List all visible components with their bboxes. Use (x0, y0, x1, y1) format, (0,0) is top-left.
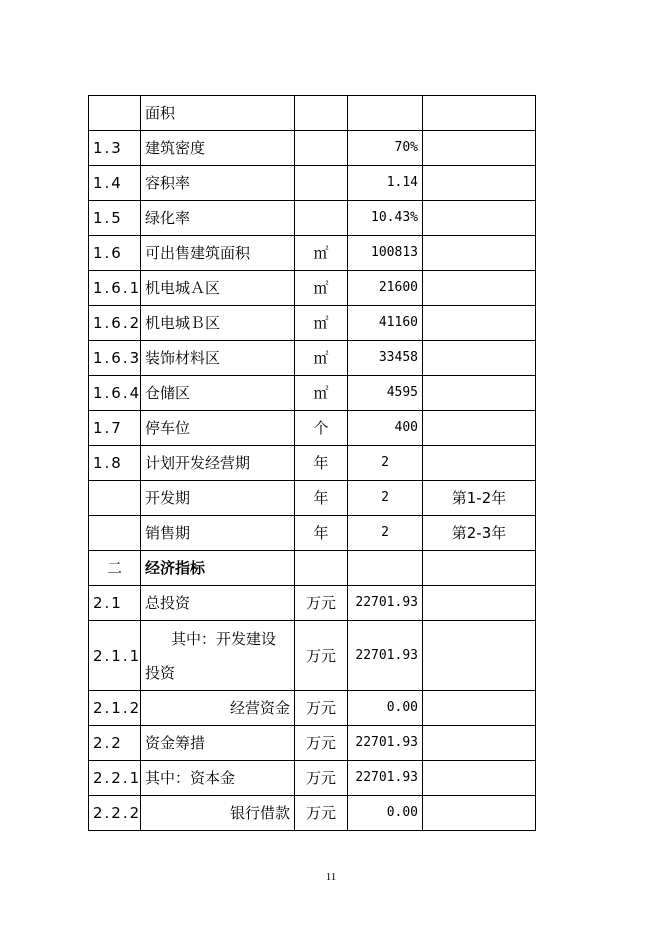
row-value: 2 (348, 481, 423, 516)
table-row (89, 761, 536, 796)
row-name: 经营资金 (141, 691, 295, 726)
row-value: 1.14 (348, 166, 423, 201)
row-value: 2 (348, 446, 423, 481)
row-note (423, 446, 536, 481)
row-note (423, 691, 536, 726)
row-code: 1.6.3 (89, 341, 141, 376)
row-name: 容积率 (141, 166, 295, 201)
table-row (89, 131, 536, 166)
row-name: 停车位 (141, 411, 295, 446)
row-name: 机电城Ａ区 (141, 271, 295, 306)
row-name: 银行借款 (141, 796, 295, 831)
row-note (423, 306, 536, 341)
row-code: 2.2 (89, 726, 141, 761)
table-row (89, 236, 536, 271)
row-name: 资金筹措 (141, 726, 295, 761)
row-value: 100813 (348, 236, 423, 271)
row-note (423, 341, 536, 376)
row-unit (295, 131, 348, 166)
row-name: 绿化率 (141, 201, 295, 236)
row-code: 2.1.1 (89, 621, 141, 691)
row-value: 70% (348, 131, 423, 166)
row-value (348, 551, 423, 586)
row-note (423, 551, 536, 586)
table-row (89, 481, 536, 516)
table-row (89, 166, 536, 201)
row-value: 0.00 (348, 796, 423, 831)
table-row (89, 516, 536, 551)
row-code: 1.6.4 (89, 376, 141, 411)
row-unit: ㎡ (295, 376, 348, 411)
row-value: 33458 (348, 341, 423, 376)
row-unit: 年 (295, 516, 348, 551)
row-code (89, 516, 141, 551)
row-unit: 万元 (295, 691, 348, 726)
row-name: 其中：开发建设投资 (141, 621, 295, 691)
row-unit (295, 201, 348, 236)
row-note (423, 201, 536, 236)
row-unit: 年 (295, 481, 348, 516)
row-value: 2 (348, 516, 423, 551)
row-unit: 万元 (295, 796, 348, 831)
row-note: 第2-3年 (423, 516, 536, 551)
row-name: 建筑密度 (141, 131, 295, 166)
row-name: 其中：资本金 (141, 761, 295, 796)
row-value: 400 (348, 411, 423, 446)
row-value: 22701.93 (348, 621, 423, 691)
row-note (423, 376, 536, 411)
row-code: 2.2.2 (89, 796, 141, 831)
table-row (89, 551, 536, 586)
row-name: 经济指标 (141, 551, 295, 586)
table-row (89, 271, 536, 306)
row-unit (295, 166, 348, 201)
table-row (89, 691, 536, 726)
row-code: 1.5 (89, 201, 141, 236)
row-value: 10.43% (348, 201, 423, 236)
row-value: 4595 (348, 376, 423, 411)
table-row (89, 96, 536, 131)
row-note (423, 236, 536, 271)
row-note (423, 131, 536, 166)
row-note (423, 586, 536, 621)
row-value: 21600 (348, 271, 423, 306)
row-code: 2.1.2 (89, 691, 141, 726)
row-unit: 万元 (295, 726, 348, 761)
row-value: 22701.93 (348, 761, 423, 796)
row-name: 装饰材料区 (141, 341, 295, 376)
row-code: 1.6.1 (89, 271, 141, 306)
row-note (423, 796, 536, 831)
row-name: 可出售建筑面积 (141, 236, 295, 271)
row-name: 面积 (141, 96, 295, 131)
row-code: 1.3 (89, 131, 141, 166)
row-note (423, 621, 536, 691)
row-code: 2.2.1 (89, 761, 141, 796)
indicator-table (88, 95, 536, 831)
table-row (89, 341, 536, 376)
row-unit: ㎡ (295, 306, 348, 341)
row-unit (295, 96, 348, 131)
row-name: 机电城Ｂ区 (141, 306, 295, 341)
row-name: 计划开发经营期 (141, 446, 295, 481)
row-name: 销售期 (141, 516, 295, 551)
row-name: 开发期 (141, 481, 295, 516)
row-value: 22701.93 (348, 586, 423, 621)
row-unit: 年 (295, 446, 348, 481)
row-value (348, 96, 423, 131)
row-code: 2.1 (89, 586, 141, 621)
row-value: 0.00 (348, 691, 423, 726)
row-note (423, 166, 536, 201)
table-row (89, 306, 536, 341)
row-code: 1.4 (89, 166, 141, 201)
table-row (89, 201, 536, 236)
row-name: 仓储区 (141, 376, 295, 411)
row-name: 总投资 (141, 586, 295, 621)
row-code (89, 96, 141, 131)
row-value: 41160 (348, 306, 423, 341)
table-row (89, 621, 536, 691)
row-code: 二 (89, 551, 141, 586)
table-row (89, 726, 536, 761)
row-note: 第1-2年 (423, 481, 536, 516)
row-unit: ㎡ (295, 236, 348, 271)
table-row (89, 796, 536, 831)
row-note (423, 411, 536, 446)
row-unit (295, 551, 348, 586)
row-unit: 万元 (295, 761, 348, 796)
row-code: 1.7 (89, 411, 141, 446)
row-unit: ㎡ (295, 341, 348, 376)
row-unit: 万元 (295, 621, 348, 691)
table-row (89, 376, 536, 411)
row-code: 1.6.2 (89, 306, 141, 341)
row-code (89, 481, 141, 516)
table-row (89, 411, 536, 446)
row-note (423, 96, 536, 131)
row-unit: 万元 (295, 586, 348, 621)
table-row (89, 446, 536, 481)
row-unit: 个 (295, 411, 348, 446)
row-code: 1.6 (89, 236, 141, 271)
row-value: 22701.93 (348, 726, 423, 761)
row-unit: ㎡ (295, 271, 348, 306)
row-note (423, 726, 536, 761)
page-number: 11 (325, 871, 337, 883)
row-note (423, 761, 536, 796)
row-note (423, 271, 536, 306)
table-row (89, 586, 536, 621)
row-code: 1.8 (89, 446, 141, 481)
